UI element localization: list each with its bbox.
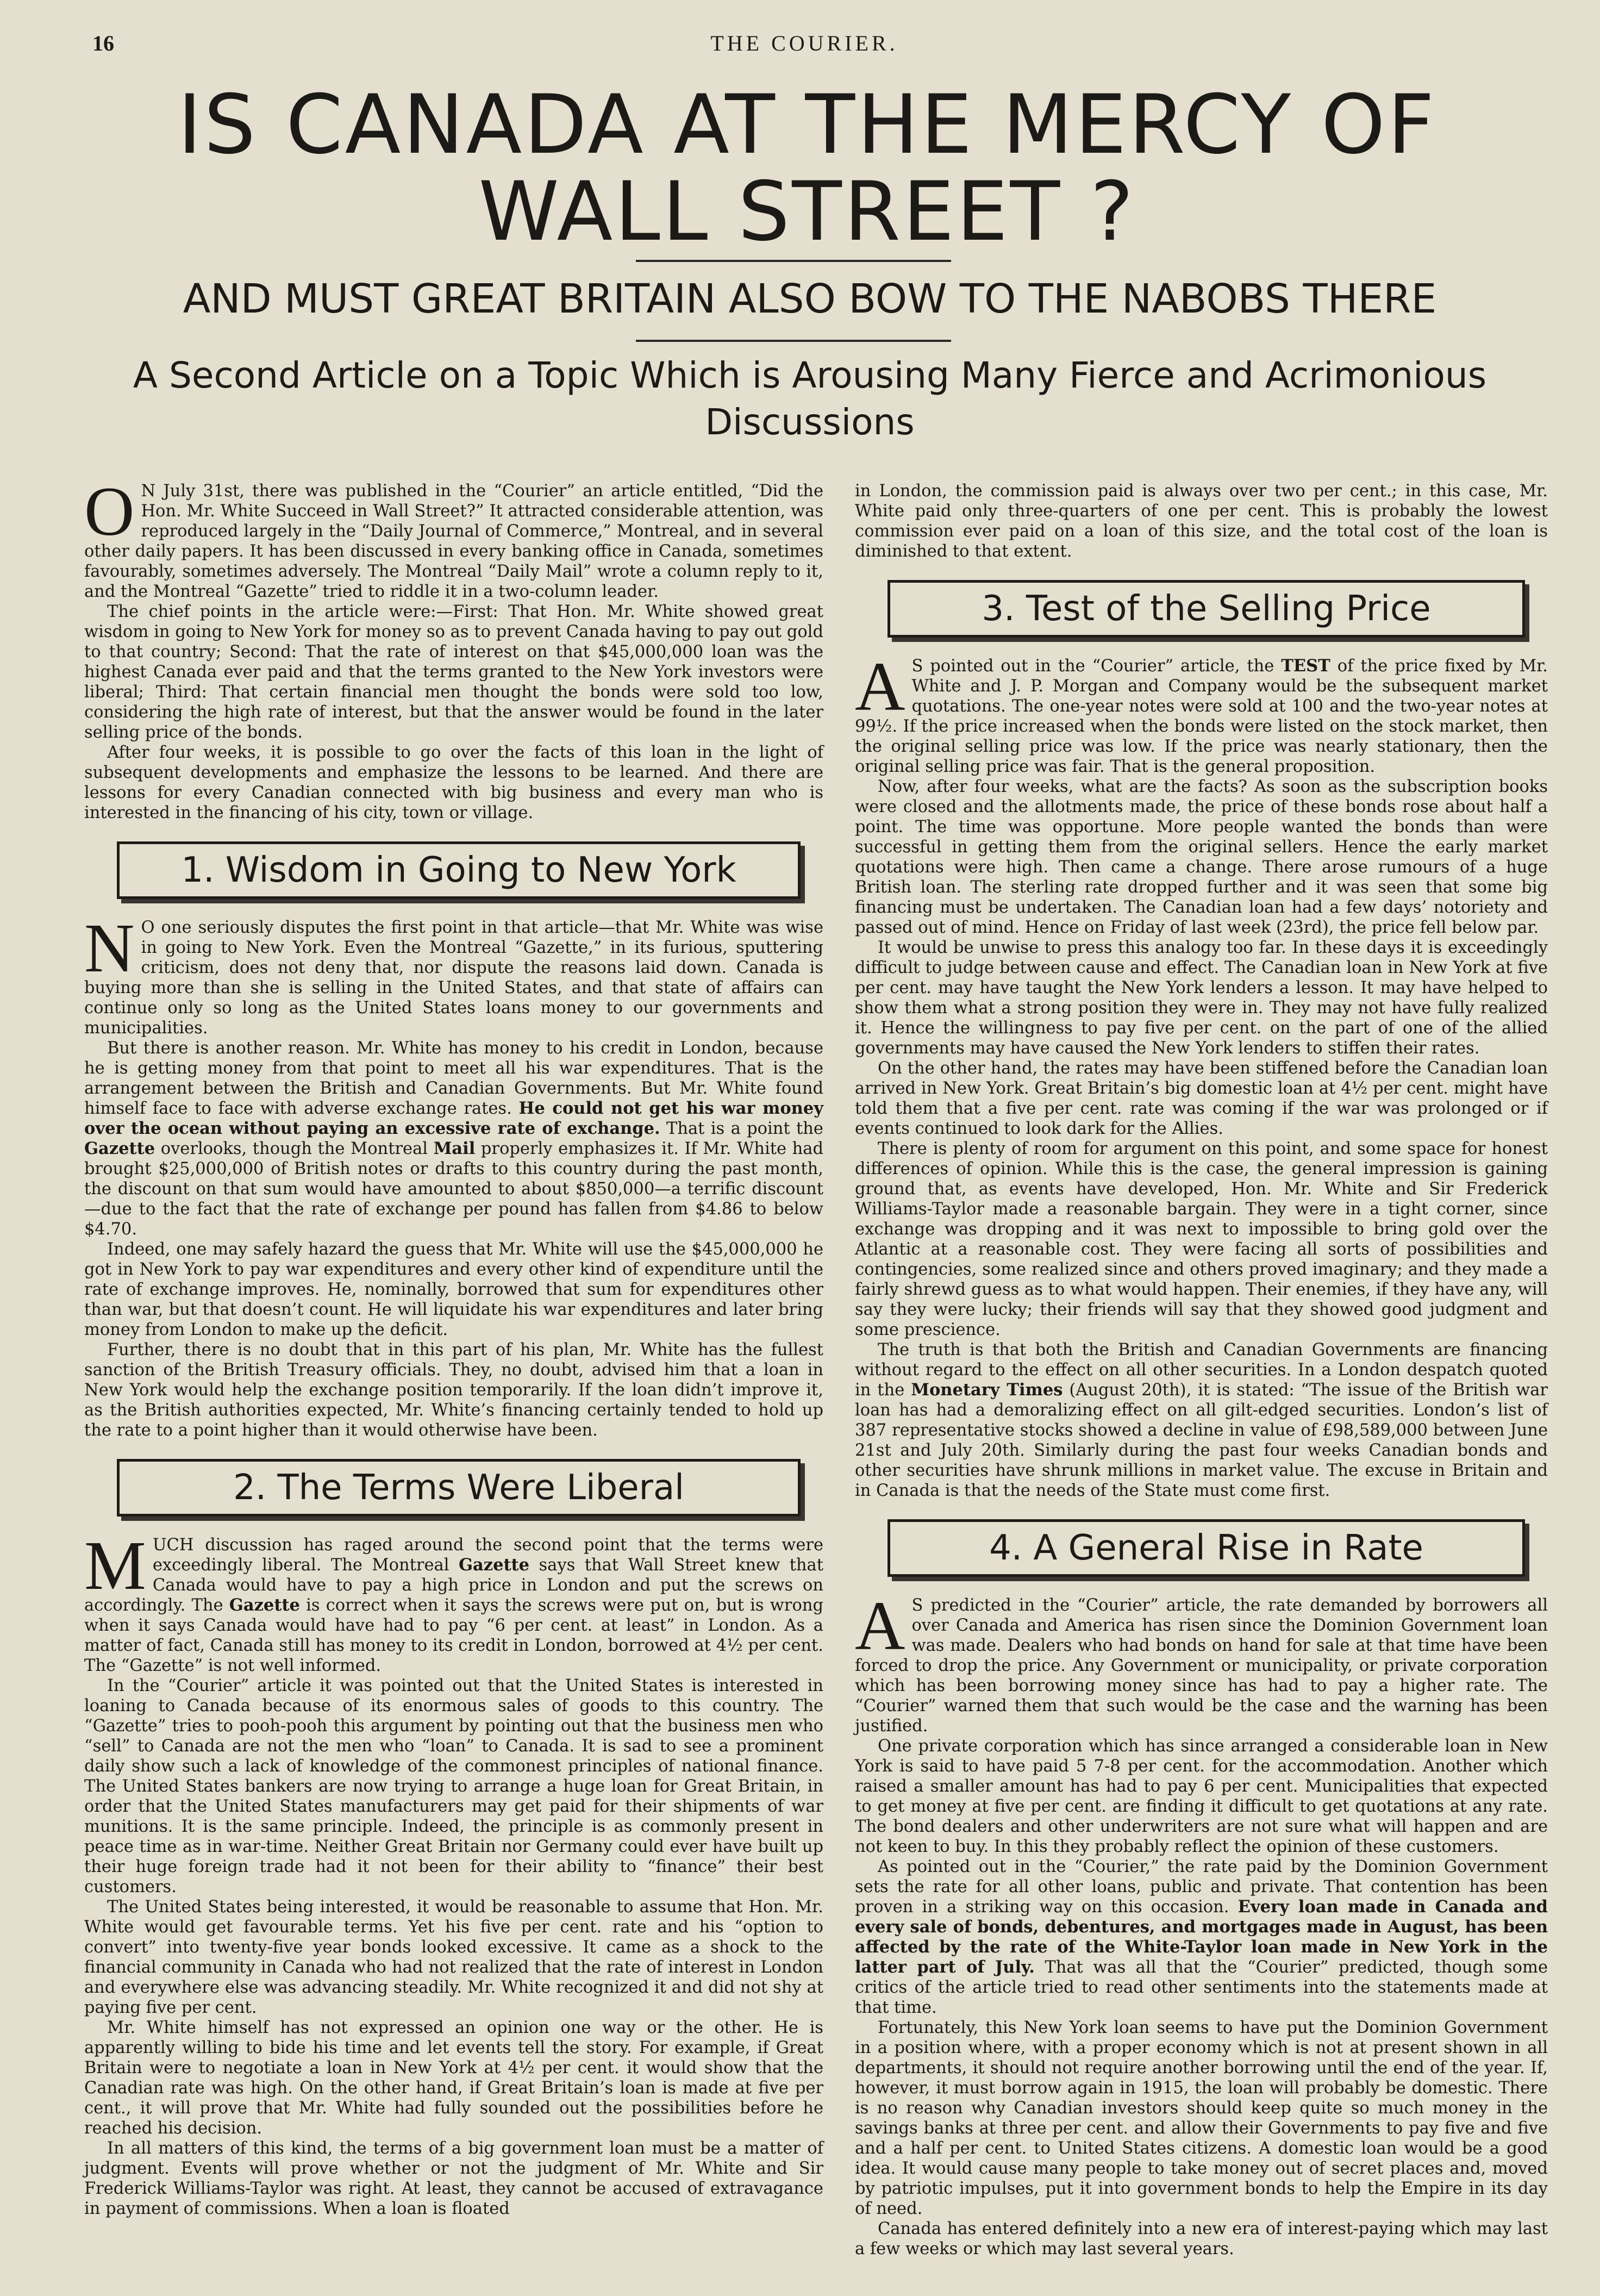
section-2-paragraph-4: Mr. White himself has not expressed an opinion one way or the other. He is apparently willing to bide his time and let events tell the story. For example, if Great Britain were to negotiate a loan in New York at 4½ per cent. it would show that the Canadian rate was high. On the other hand, if Great Britain’s loan is made at five per cent., it will prove that Mr. White had fully sounded out the possibilities before he reached his decision. xyxy=(84,2018,823,2138)
section-4-heading-box xyxy=(888,1519,1525,1577)
section-4-paragraph-5: Canada has entered definitely into a new era of interest-paying which may last a few weeks or which may last several years. xyxy=(855,2219,1548,2258)
section-1-paragraph-3: Indeed, one may safely hazard the guess that Mr. White will use the $45,000,000 he got in New York to pay war expenditures and every other kind of expenditure until the rate of exchange improves. He, nominally, borrowed that sum for expenditures other than war, but that doesn’t count. He will liquidate his war expenditures and later bring money from London to make up the deficit. xyxy=(84,1240,823,1339)
running-head xyxy=(92,30,1516,61)
headline xyxy=(54,78,1560,259)
section-3-paragraph-2: Now, after four weeks, what are the facts? As soon as the subscription books were closed and the allotments made, the price of these bonds rose about half a point. The time was opportune. More people wanted the bonds than were successful in getting them from the original sellers. Hence the early market quotations were high. Then came a change. There arose rumours of a huge British loan. The sterling rate dropped further and it was seen that some big financing must be undertaken. The Canadian loan had a few days’ notoriety and passed out of mind. Hence on Friday of last week (23rd), the price fell below par. xyxy=(855,777,1548,937)
paper-name: THE COURIER. xyxy=(710,31,898,55)
drop-cap: O xyxy=(84,473,135,550)
section-3-heading-box xyxy=(888,580,1525,638)
section-2-paragraph-6: in London, the commission paid is always over two per cent.; in this case, Mr. White paid only three-quarters of one per cent. This is probably the lowest commission ever paid on a loan of this size, and the total cost of the loan is diminished to that extent. xyxy=(855,482,1548,561)
headline-line-2: WALL STREET ? xyxy=(478,165,1136,259)
subhead-rule xyxy=(636,340,951,342)
right-column xyxy=(855,481,1548,2259)
section-1-paragraph-1: N O one seriously disputes the first point in that article—that Mr. White was wise in going to New York. Even the Montreal “Gazette,” in its furious, sputtering criticism, does not deny that, nor dispute the reasons laid down. Canada is buying more than she is selling in the United States, and that state of affairs can continue only so long as the United States loans money to our governments and municipalities. xyxy=(84,909,823,1038)
drop-cap: A xyxy=(855,648,905,725)
intro-paragraph-2: The chief points in the article were:—First: That Hon. Mr. White showed great wisdom in going to New York for money so as to prevent Canada having to pay out gold to that country; Second: That the rate of interest on that $45,000,000 loan was the highest Canada ever paid and that the terms granted to the New York investors were liberal; Third: That certain financial men thought the bonds were sold too low, considering the high rate of interest, but that the answer would be found in the later selling price of the bonds. xyxy=(84,602,823,742)
section-3-paragraph-1: A S pointed out in the “Courier” article, the TEST of the price fixed by Mr. White and J. P. Morgan and Company would be the subsequent market quotations. The one-year notes were sold at 100 and the two-year notes at 99½. If the price increased when the bonds were listed on the stock market, then the original selling price was low. If the price was nearly stationary, then the original selling price was fair. That is the general proposition. xyxy=(855,648,1548,776)
intro-paragraph-3: After four weeks, it is possible to go over the facts of this loan in the light of subsequent developments and emphasize the lessons to be learned. And there are lessons for every Canadian connected with big business and every man who is interested in the financing of his city, town or village. xyxy=(84,743,823,822)
section-4-paragraph-2: One private corporation which has since arranged a considerable loan in New York is said to have paid 5 7-8 per cent. for the accommodation. Another which raised a smaller amount has had to pay 6 per cent. Municipalities that expected to get money at five per cent. are finding it difficult to get quotations at any rate. The bond dealers and other underwriters are not sure what will happen and are not keen to buy. In this they probably reflect the opinion of these customers. xyxy=(855,1737,1548,1856)
drop-cap: A xyxy=(855,1587,905,1664)
section-2-paragraph-5: In all matters of this kind, the terms of a big government loan must be a matter of judgment. Events will prove whether or not the judgment of Mr. White and Sir Frederick Williams-Taylor was right. At least, they cannot be accused of extravagance in payment of commissions. When a loan is floated xyxy=(84,2139,823,2218)
section-1-heading-box xyxy=(117,841,801,899)
section-3-paragraph-6: The truth is that both the British and Canadian Governments are financing without regard to the effect on all other securities. In a London despatch quoted in the Monetary Times (August 20th), it is stated: “The issue of the British war loan has had a demoralizing effect on all gilt-edged securities. London’s list of 387 representative stocks showed a decline in value of £98,589,000 between June 21st and July 20th. Similarly during the past four weeks Canadian bonds and other securities have shrunk millions in market value. The excuse in Britain and in Canada is that the needs of the State must come first. xyxy=(855,1340,1548,1500)
left-column xyxy=(84,473,824,2219)
section-1-title: 1. Wisdom in Going to New York xyxy=(181,850,736,890)
section-2-paragraph-3: The United States being interested, it would be reasonable to assume that Hon. Mr. White would get favourable terms. Yet his five per cent. rate and his “option to convert” into twenty-five year bonds looked excessive. It came as a shock to the financial community in Canada who had not realized that the rate of interest in London and everywhere else was advancing steadily. Mr. White recognized it and did not shy at paying five per cent. xyxy=(84,1898,823,2017)
section-2-paragraph-2: In the “Courier” article it was pointed out that the United States is interested in loaning to Canada because of its enormous sales of goods to this country. The “Gazette” tries to pooh-pooh this argument by pointing out that the business men who “sell” to Canada are not the men who “loan” to Canada. It is sad to see a prominent daily show such a lack of knowledge of the commonest principles of national finance. The United States bankers are now trying to arrange a huge loan for Great Britain, in order that the United States manufacturers may get paid for their shipments of war munitions. It is the same principle. Indeed, the principle is as commonly present in peace time as in war-time. Neither Great Britain nor Germany could ever have built up their huge foreign trade had it not been for their ability to “finance” their best customers. xyxy=(84,1676,823,1896)
section-3-paragraph-5: There is plenty of room for argument on this point, and some space for honest differences of opinion. While this is the case, the general impression is gaining ground that, as events have developed, Hon. Mr. White and Sir Frederick Williams-Taylor made a reasonable bargain. They were in a tight corner, since exchange was dropping and it was next to impossible to bring gold over the Atlantic at a reasonable cost. They were facing all sorts of possibilities and contingencies, some realized since and others proved imaginary; and they made a fairly shrewd guess as to what would happen. Their enemies, if they have any, will say they were lucky; their friends will say that they showed good judgment and some prescience. xyxy=(855,1139,1548,1339)
headline-rule xyxy=(636,260,951,262)
section-3-title: 3. Test of the Selling Price xyxy=(982,589,1431,629)
deck: A Second Article on a Topic Which is Arousing Many Fierce and Acrimonious Discussions xyxy=(133,354,1487,443)
headline-line-1: IS CANADA AT THE MERCY OF xyxy=(177,78,1437,172)
section-1-paragraph-4: Further, there is no doubt that in this part of his plan, Mr. White has the fullest sanction of the British Treasury officials. They, no doubt, advised him that a loan in New York would help the exchange position temporarily. If the loan didn’t improve it, as the British authorities expected, Mr. White’s financing certainly tended to hold up the rate to a point higher than it would otherwise have been. xyxy=(84,1340,823,1440)
intro-paragraph-1: O N July 31st, there was published in the “Courier” an article entitled, “Did the Hon. Mr. White Succeed in Wall Street?” It attracted considerable attention, was reproduced largely in the “Daily Journal of Commerce,” Montreal, and in several other daily papers. It has been discussed in every banking office in Canada, sometimes favourably, sometimes adversely. The Montreal “Daily Mail” wrote a column reply to it, and the Montreal “Gazette” tried to riddle it in a two-column leader. xyxy=(84,473,823,601)
section-4-paragraph-4: Fortunately, this New York loan seems to have put the Dominion Government in a position where, with a proper economy which is not at present shown in all departments, it should not require another borrowing until the end of the year. If, however, it must borrow again in 1915, the loan will probably be domestic. There is no reason why Canadian investors should keep quite so much money in the savings banks at three per cent. and allow their Governments to pay five and five and a half per cent. to United States citizens. A domestic loan would be a good idea. It would cause many people to take money out of secret places and, moved by patriotic impulses, put it into government bonds to help the Empire in its day of need. xyxy=(855,2018,1548,2218)
section-3-paragraph-3: It would be unwise to press this analogy too far. In these days it is exceedingly difficult to judge between cause and effect. The Canadian loan in New York at five per cent. may have taught the New York lenders a lesson. It may have helped to show them what a strong position they were in. They may not have fully realized it. Hence the willingness to pay five per cent. on the part of one of the allied governments may have caused the New York lenders to stiffen their rates. xyxy=(855,938,1548,1058)
section-2-title: 2. The Terms Were Liberal xyxy=(233,1468,684,1508)
section-2-paragraph-1: MUCH discussion has raged around the second point that the terms were exceedingly liberal. The Montreal Gazette says that Wall Street knew that Canada would have to pay a high price in London and put the screws on accordingly. The Gazette is correct when it says the screws were put on, but is wrong when it says Canada would have had to pay “6 per cent. at least” in London. As a matter of fact, Canada still has money to its credit in London, borrowed at 4½ per cent. The “Gazette” is not well informed. xyxy=(84,1527,824,1675)
section-4-paragraph-3: As pointed out in the “Courier,” the rate paid by the Dominion Government sets the rate for all other loans, public and private. That contention has been proven in a striking way on this occasion. Every loan made in Canada and every sale of bonds, debentures, and mortgages made in August, has been affected by the rate of the White-Taylor loan made in New York in the latter part of July. That was all that the “Courier” predicted, though some critics of the article tried to read other sentiments into the statements made at that time. xyxy=(855,1857,1548,2017)
drop-cap: N xyxy=(84,909,135,987)
drop-cap: M xyxy=(84,1527,146,1604)
section-3-paragraph-4: On the other hand, the rates may have been stiffened before the Canadian loan arrived in New York. Great Britain’s big domestic loan at 4½ per cent. might have told them that a five per cent. rate was coming if the war was prolonged or if events continued to look dark for the Allies. xyxy=(855,1059,1548,1138)
section-1-paragraph-2: But there is another reason. Mr. White has money to his credit in London, because he is getting money from that point to meet all his war expenditures. That is the arrangement between the British and Canadian Governments. But Mr. White found himself face to face with adverse exchange rates. He could not get his war money over the ocean without paying an excessive rate of exchange. That is a point the Gazette overlooks, though the Montreal Mail properly emphasizes it. If Mr. White had brought $25,000,000 of British notes or drafts to this country during the past month, the discount on that sum would have amounted to about $850,000—a terrific discount—due to the fact that the rate of exchange per pound has fallen from $4.86 to below $4.70. xyxy=(84,1039,824,1239)
section-4-paragraph-1: A S predicted in the “Courier” article, the rate demanded by borrowers all over Canada and America has risen since the Dominion Government loan was made. Dealers who had bonds on hand for sale at that time have been forced to drop the price. Any Government or municipality, or private corporation which has been borrowing money since has had to pay a higher rate. The “Courier” warned them that such would be the case and the warning has been justified. xyxy=(855,1587,1548,1736)
section-2-heading-box xyxy=(117,1459,801,1517)
page-number: 16 xyxy=(92,31,114,55)
subheadline: AND MUST GREAT BRITAIN ALSO BOW TO THE NABOBS THERE xyxy=(183,276,1437,322)
section-4-title: 4. A General Rise in Rate xyxy=(989,1528,1423,1568)
